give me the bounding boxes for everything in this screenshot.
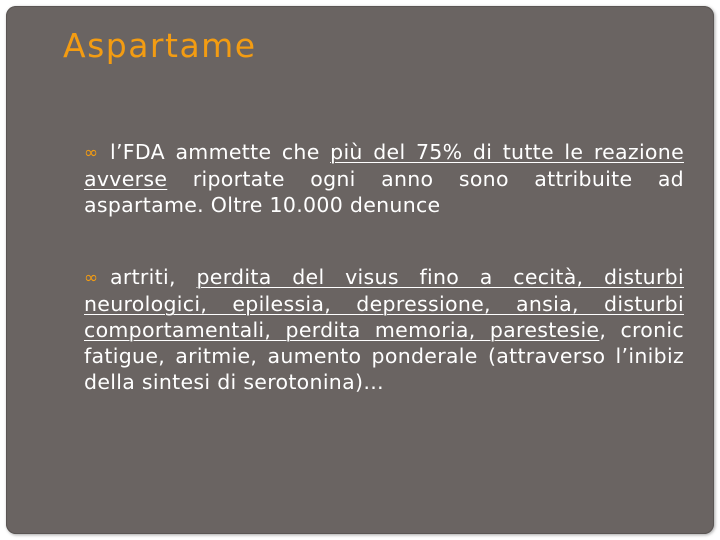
slide <box>6 6 714 534</box>
infinity-bullet-icon: ∞ <box>84 268 99 288</box>
paragraph-link[interactable]: più del 75% di tutte le reazione avverse <box>84 140 684 191</box>
paragraph-link[interactable]: perdita del visus fino a cecità, disturbi neurologici, epilessia, depressione, ansia, disturbi comportamentali, perdita memoria, parestesie <box>84 265 684 342</box>
bullet-paragraph-fda <box>84 139 684 218</box>
paragraph-intro: artriti, <box>110 265 197 289</box>
paragraph-rest: riportate ogni anno sono attribuite ad aspartame. Oltre 10.000 denunce <box>84 167 684 217</box>
slide-title: Aspartame <box>63 26 257 65</box>
paragraph-rest: , cronic fatigue, aritmie, aumento ponderale (attraverso l’inibiz della sintesi di serotonina)… <box>84 318 684 394</box>
bullet-paragraph-effects <box>84 264 684 395</box>
infinity-bullet-icon: ∞ <box>84 143 99 163</box>
paragraph-intro: l’FDA ammette che <box>110 140 331 164</box>
